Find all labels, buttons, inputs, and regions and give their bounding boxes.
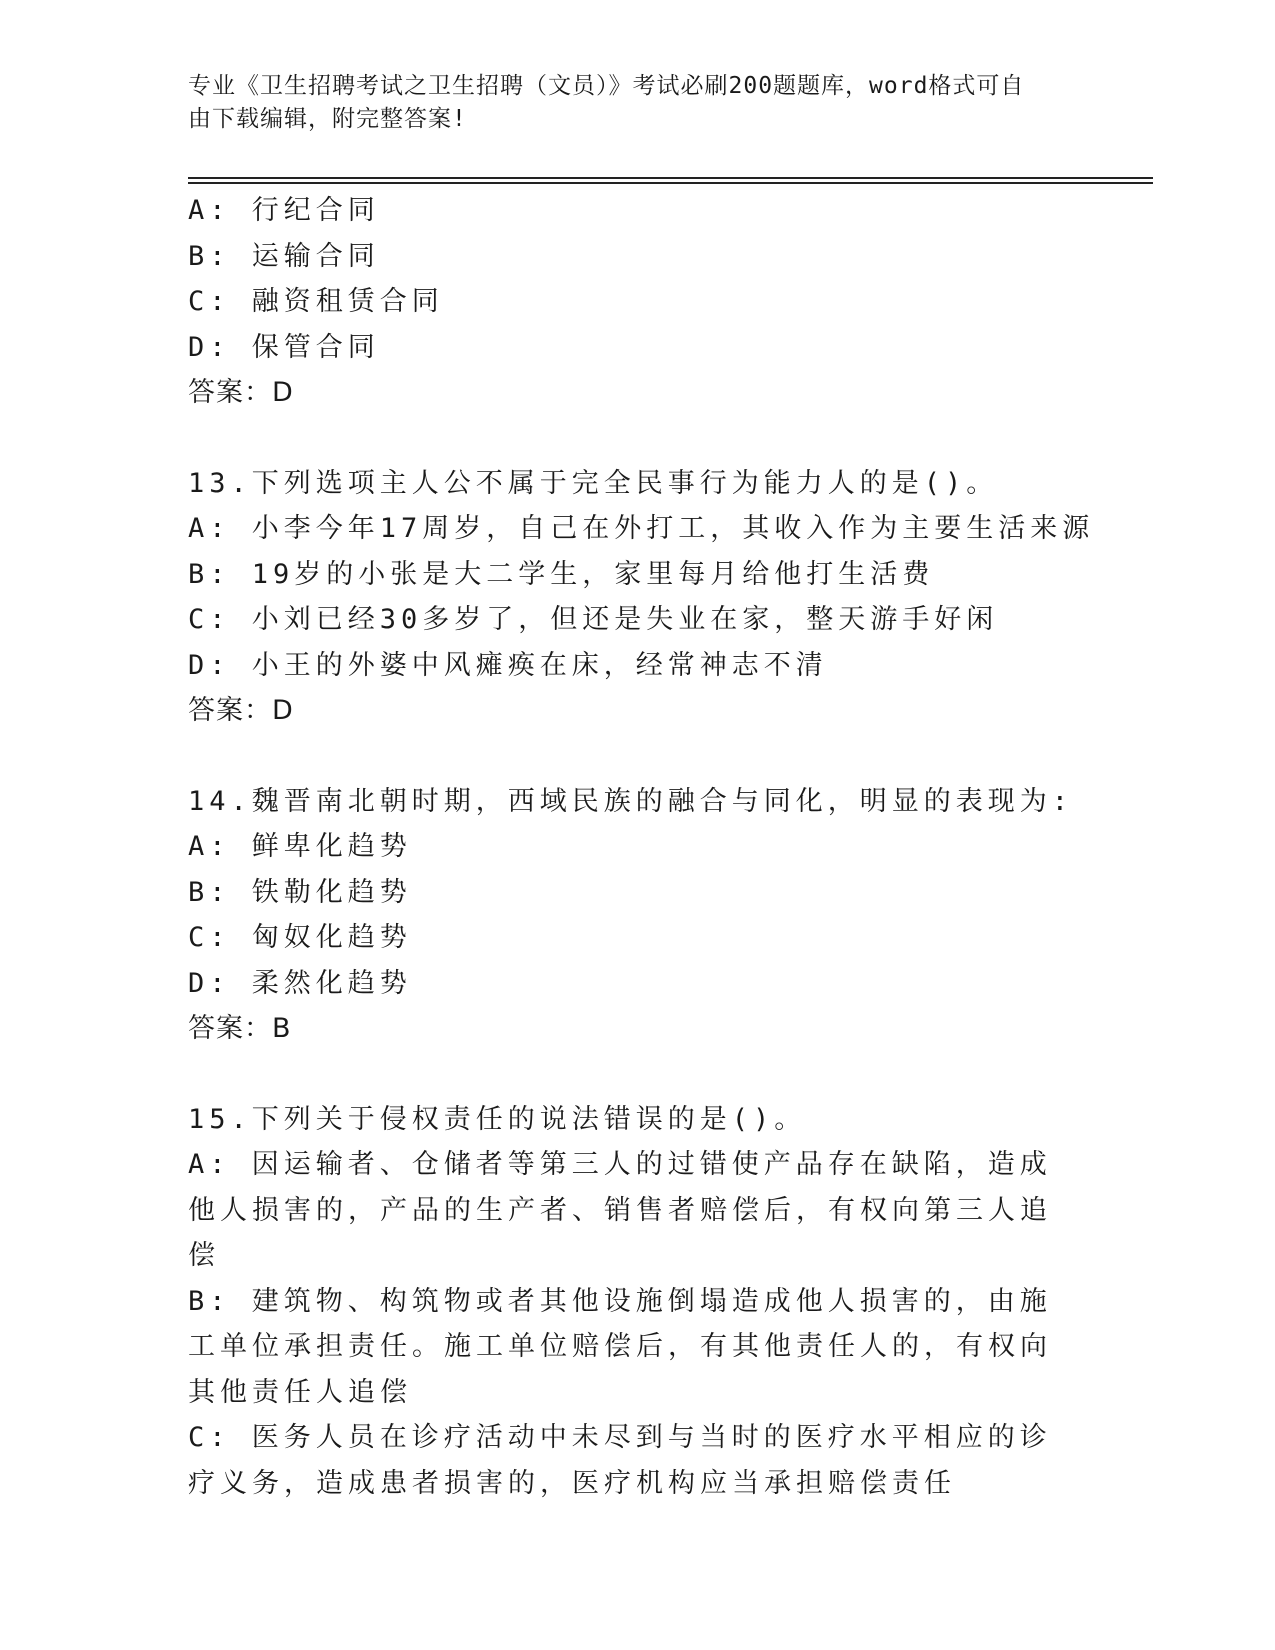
header-line-1: 专业《卫生招聘考试之卫生招聘（文员）》考试必刷200题题库，word格式可自 [188,73,1025,99]
question-14-option-c: C: 匈奴化趋势 [188,922,412,953]
question-13-option-b: B: 19岁的小张是大二学生，家里每月给他打生活费 [188,558,935,590]
question-14-answer: 答案：B [188,1013,292,1044]
header-line-2: 由下载编辑，附完整答案! [188,106,467,132]
question-12-option-d: D: 保管合同 [188,331,380,363]
question-15-option-c: C: 医务人员在诊疗活动中未尽到与当时的医疗水平相应的诊疗义务，造成患者损害的，医疗机构应当承担赔偿责任 [188,1422,1052,1499]
question-12-option-a: A: 行纪合同 [188,195,380,226]
document-header [188,70,1068,136]
question-15-text: 15.下列关于侵权责任的说法错误的是()。 [188,1103,807,1135]
question-14-option-a: A: 鲜卑化趋势 [188,831,412,862]
question-13-text: 13.下列选项主人公不属于完全民事行为能力人的是()。 [188,467,999,499]
question-13-answer: 答案：D [188,695,294,726]
question-14-text: 14.魏晋南北朝时期，西域民族的融合与同化，明显的表现为: [188,785,1074,817]
question-12-answer: 答案：D [188,377,294,408]
question-13-option-a: A: 小李今年17周岁，自己在外打工，其收入作为主要生活来源 [188,513,1095,544]
question-15-block [188,1097,1088,1507]
question-13-option-c: C: 小刘已经30多岁了，但还是失业在家，整天游手好闲 [188,604,999,635]
question-14-block [188,779,1088,1052]
question-12-block [188,188,1088,416]
question-13-block [188,461,1095,734]
document-body [188,188,1095,1506]
question-12-option-c: C: 融资租赁合同 [188,286,444,317]
question-14-option-d: D: 柔然化趋势 [188,967,412,999]
question-15-option-b: B: 建筑物、构筑物或者其他设施倒塌造成他人损害的，由施工单位承担责任。施工单位赔偿后，有其他责任人的，有权向其他责任人追偿 [188,1285,1052,1408]
question-13-option-d: D: 小王的外婆中风瘫痪在床，经常神志不清 [188,649,828,681]
header-divider-bottom [188,182,1153,184]
question-14-option-b: B: 铁勒化趋势 [188,876,412,908]
question-15-option-a: A: 因运输者、仓储者等第三人的过错使产品存在缺陷，造成他人损害的，产品的生产者、销售者赔偿后，有权向第三人追偿 [188,1149,1052,1271]
header-divider-top [188,177,1153,179]
question-12-option-b: B: 运输合同 [188,240,380,272]
